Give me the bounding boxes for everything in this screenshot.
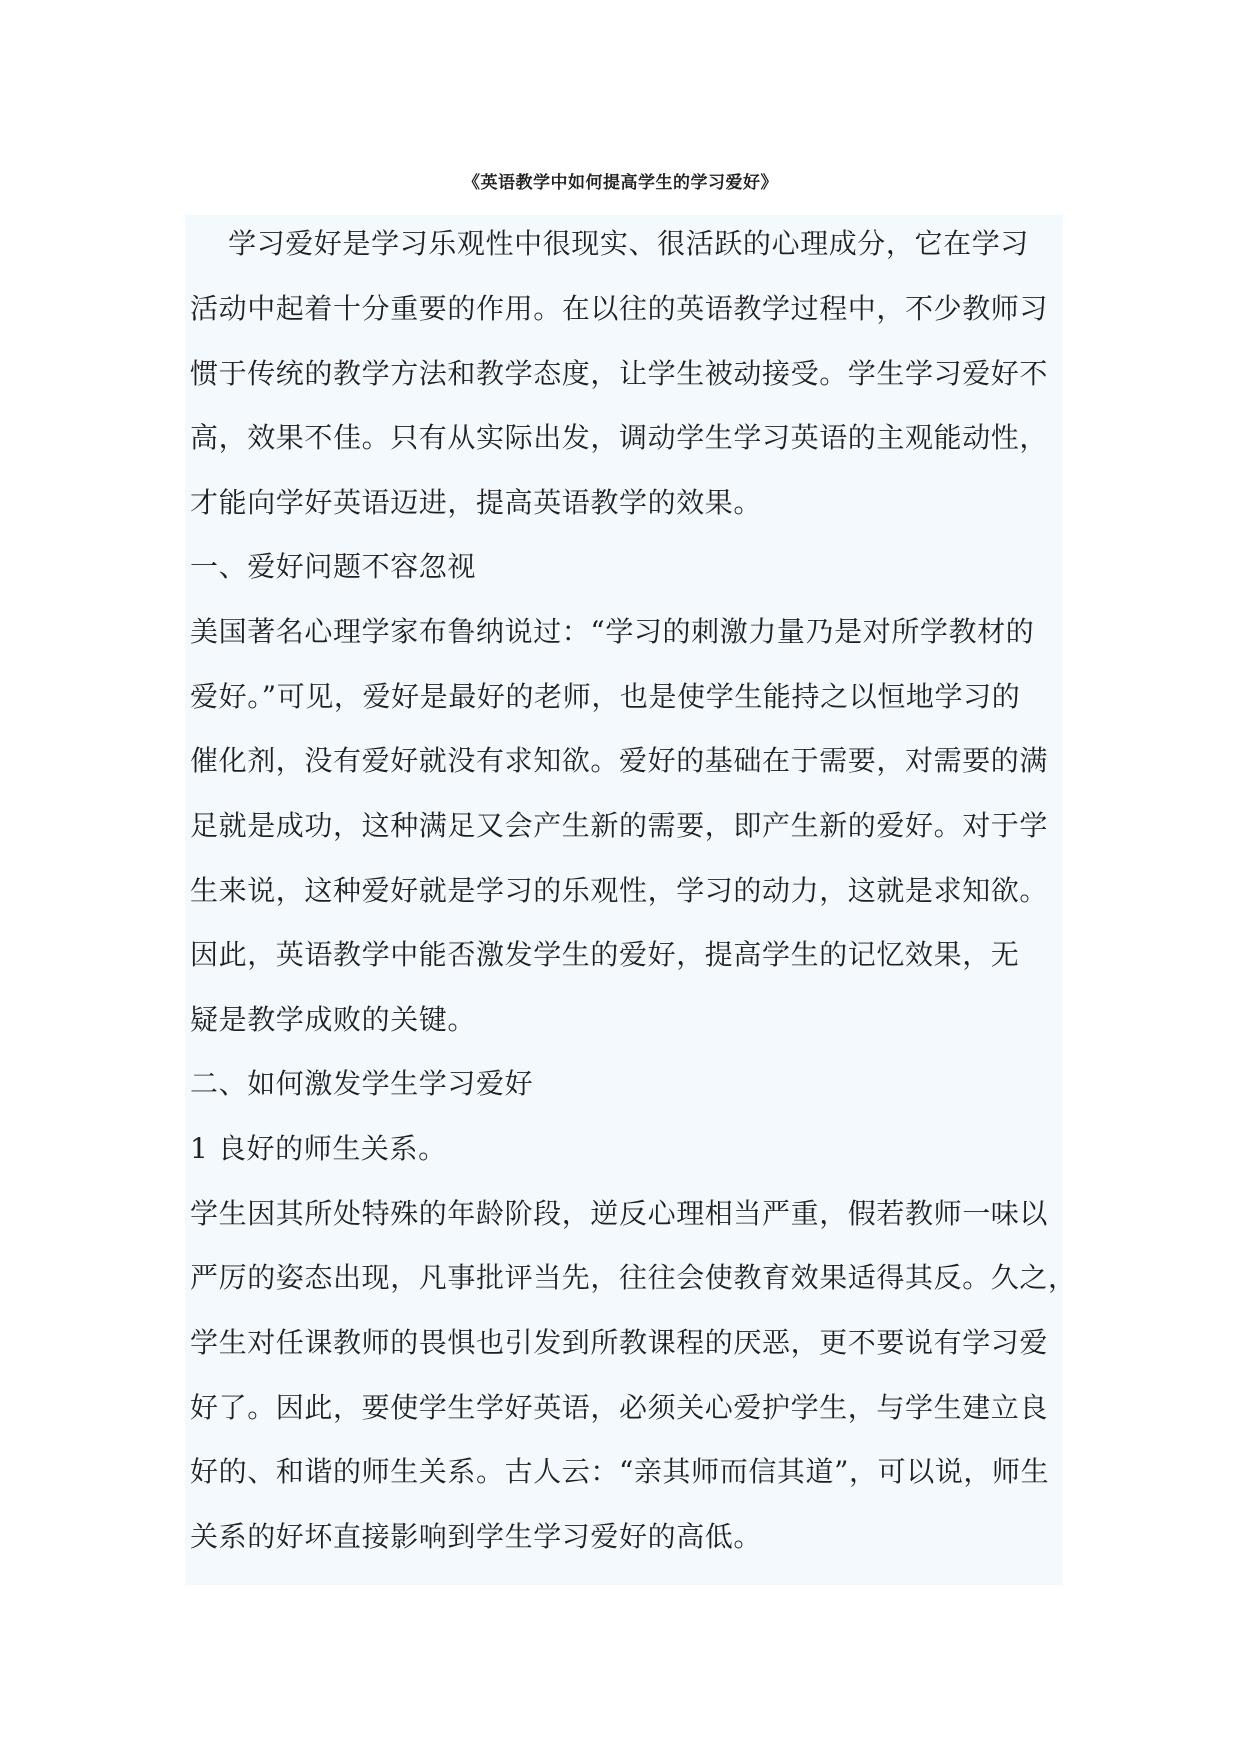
text-line: 关系的好坏直接影响到学生学习爱好的高低。 xyxy=(190,1520,763,1553)
text-line: 活动中起着十分重要的作用。在以往的英语教学过程中，不少教师习 xyxy=(190,292,1049,325)
text-line: 爱好。”可见，爱好是最好的老师，也是使学生能持之以恒地学习的 xyxy=(190,680,1021,713)
text-line: 生来说，这种爱好就是学习的乐观性，学习的动力，这就是求知欲。 xyxy=(190,874,1049,907)
section-heading: 一、爱好问题不容忽视 xyxy=(190,550,477,583)
text-line: 才能向学好英语迈进，提高英语教学的效果。 xyxy=(190,486,763,519)
section-heading: 二、如何激发学生学习爱好 xyxy=(190,1067,534,1100)
text-line: 美国著名心理学家布鲁纳说过：“学习的刺激力量乃是对所学教材的 xyxy=(190,615,1035,648)
text-line: 催化剂，没有爱好就没有求知欲。爱好的基础在于需要，对需要的满 xyxy=(190,744,1049,777)
subsection-heading: 1 良好的师生关系。 xyxy=(190,1132,447,1165)
text-line: 因此，英语教学中能否激发学生的爱好，提高学生的记忆效果，无 xyxy=(190,938,1020,971)
text-line: 疑是教学成败的关键。 xyxy=(190,1003,477,1036)
text-line: 惯于传统的教学方法和教学态度，让学生被动接受。学生学习爱好不 xyxy=(190,357,1049,390)
text-line: 学习爱好是学习乐观性中很现实、很活跃的心理成分，它在学习 xyxy=(190,227,1029,260)
text-line: 高，效果不佳。只有从实际出发，调动学生学习英语的主观能动性， xyxy=(190,421,1049,454)
document-title: 《英语教学中如何提高学生的学习爱好》 xyxy=(463,173,778,193)
text-line: 学生对任课教师的畏惧也引发到所教课程的厌恶，更不要说有学习爱 xyxy=(190,1326,1049,1359)
document-body xyxy=(185,215,1077,1585)
text-line: 好的、和谐的师生关系。古人云：“亲其师而信其道”，可以说，师生 xyxy=(190,1455,1050,1488)
text-line: 学生因其所处特殊的年龄阶段，逆反心理相当严重，假若教师一味以 xyxy=(190,1197,1049,1230)
text-line: 严厉的姿态出现，凡事批评当先，往往会使教育效果适得其反。久之， xyxy=(190,1261,1077,1294)
text-line: 足就是成功，这种满足又会产生新的需要，即产生新的爱好。对于学 xyxy=(190,809,1049,842)
text-line: 好了。因此，要使学生学好英语，必须关心爱护学生，与学生建立良 xyxy=(190,1391,1049,1424)
